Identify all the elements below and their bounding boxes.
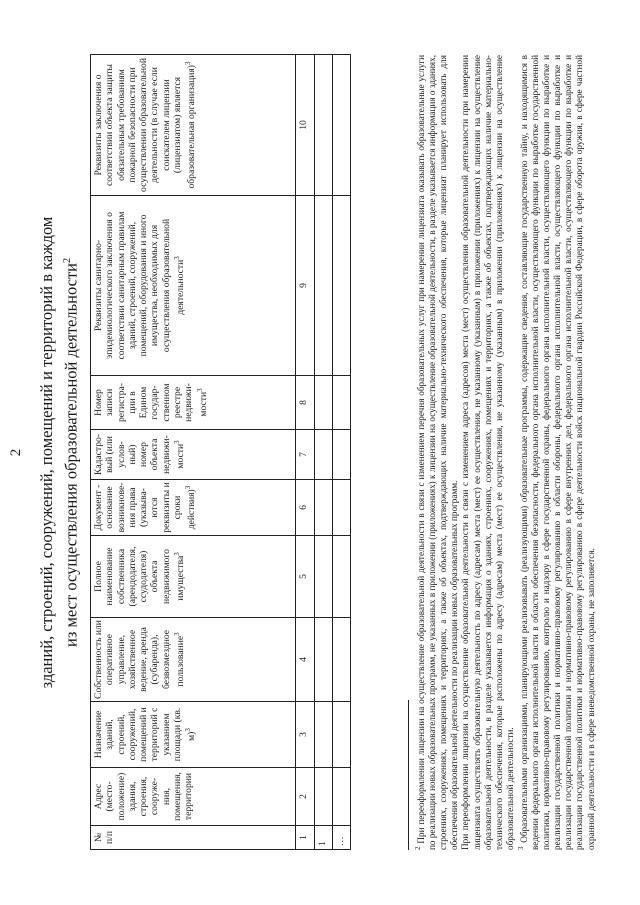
table-cell[interactable]: [315, 196, 333, 376]
table-cell[interactable]: [315, 480, 333, 536]
column-number: 1: [296, 826, 315, 850]
table-cell[interactable]: [333, 430, 351, 480]
column-number: 4: [296, 618, 315, 702]
column-number: 8: [296, 376, 315, 430]
col-header-sanitary-conclusion: Реквизиты санитарно-эпидемиологического заключения о соответствии санитарным правилам зданий, строений, сооружений, помещений, оборудования и иного имущества, необходимых для осуществления образовательной деятельности$^3$: [91, 196, 296, 376]
table-cell[interactable]: [315, 55, 333, 196]
col-header-purpose: Назначение зданий, строений, сооружений, помещений и территорий с указанием площади (кв. м)$^3$: [91, 702, 296, 768]
table-cell[interactable]: [315, 618, 333, 702]
title-line-1: зданий, строений, сооружений, помещений и территорий в каждом: [37, 216, 56, 689]
column-number: 7: [296, 430, 315, 480]
table-cell[interactable]: [333, 480, 351, 536]
section-title: [36, 160, 82, 745]
premises-table: [90, 54, 351, 850]
column-number: 2: [296, 768, 315, 826]
table-cell[interactable]: [333, 196, 351, 376]
table-cell[interactable]: …: [333, 826, 351, 850]
footnote-2: $^2$ При переоформлении лицензии на осуществление образовательной деятельности в связи с изменением перечня образовательных услуг при намерении лицензиата оказывать образовательные услуги по реализации новых образовательных программ, не указанных в приложении (приложениях) к лицензии на осуществление образовательной деятельности, в разделе указывается информация о зданиях, строениях, сооружениях, помещениях и территориях, а также об объектах, подтверждающих наличие материально-технического обеспечения, которые лицензиат планирует использовать для обеспечения образовательной деятельности по реализации новых образовательных программ.: [414, 55, 460, 850]
col-header-ownership: Собственность или оперативное управление, хозяйственное ведение, аренда (субаренда), безвозмездное пользование$^3$: [91, 618, 296, 702]
col-header-num: № п/п: [91, 826, 296, 850]
table-cell[interactable]: [315, 430, 333, 480]
column-number: 5: [296, 536, 315, 618]
table-row: [333, 55, 351, 850]
column-number: 6: [296, 480, 315, 536]
footnotes: [413, 55, 597, 850]
table-header-row: [91, 55, 296, 850]
table-cell[interactable]: [315, 536, 333, 618]
col-header-basis-document: Документ - основание возникнове-ния права (указыва-ются реквизиты и сроки действия)$^3$: [91, 480, 296, 536]
table-cell[interactable]: 1: [315, 826, 333, 850]
title-line-2: из мест осуществления образовательной деятельности: [61, 263, 81, 647]
col-header-fire-safety-conclusion: Реквизиты заключения о соответствии объекта защиты обязательным требованиям пожарной безопасности при осуществлении образовательной деятельности (в случае если соискателем лицензии (лицензиатом) является образовательная организация)$^3$: [91, 55, 296, 196]
col-header-registry-record: Номер записи регистра-ции в Едином государ-ственном реестре недвижи-мости$^3$: [91, 376, 296, 430]
footnote-3: $^3$ Образовательными организациями, планирующими реализовывать (реализующими) образовательные программы, содержащие сведения, составляющие государственную тайну, и находящимися в ведении федерального органа исполнительной власти в области обеспечения безопасности, федерального органа исполнительной власти, осуществляющего функции по выработке государственной политики, нормативно-правовому регулированию, контролю и надзору в сфере государственной охраны, федерального органа исполнительной власти, осуществляющего функции по выработке и реализации государственной политики и нормативно-правовому регулированию в области обороны, федерального органа исполнительной власти, осуществляющего функции по выработке и реализации государственной политики и нормативно-правовому регулированию в сфере внутренних дел, федерального органа исполнительной власти, осуществляющего функции по выработке и реализации государственной политики и нормативно-правовому регулированию в сфере деятельности войск национальной гвардии Российской Федерации, в сфере оборота оружия, в сфере частной охранной деятельности и в сфере вневедомственной охраны, не заполняется.: [516, 55, 596, 850]
table-cell[interactable]: [315, 768, 333, 826]
table-cell[interactable]: [333, 768, 351, 826]
column-number: 10: [296, 55, 315, 196]
footnote-2-continuation: При переоформлении лицензии на осуществление образовательной деятельности в связи с изменением адреса (адресов) места (мест) осуществления образовательной деятельности при намерении лицензиата осуществлять образовательную деятельность по адресу (адресам) места (мест) ее осуществления, не указанному (указанным) в приложении (приложениях) к лицензии на осуществление образовательной деятельности, в разделе указывается информация о зданиях, строениях, сооружениях, помещениях и территориях, а также об объектах, подтверждающих наличие материально-технического обеспечения, которые расположены по адресу (адресам) места (мест) ее осуществления, не указанному (указанным) в приложении (приложениях) к лицензии на осуществление образовательной деятельности.: [460, 55, 515, 850]
column-number-row: [296, 55, 315, 850]
table-cell[interactable]: [315, 376, 333, 430]
col-header-address: Адрес (место-положение) здания, строения, сооруже-ния, помещения, территории: [91, 768, 296, 826]
table-cell[interactable]: [333, 536, 351, 618]
table-cell[interactable]: [333, 55, 351, 196]
page-number: 2: [8, 448, 24, 457]
table-cell[interactable]: [315, 702, 333, 768]
table-row: [315, 55, 333, 850]
table-cell[interactable]: [333, 702, 351, 768]
title-footnote-mark: 2: [62, 258, 73, 264]
column-number: 3: [296, 702, 315, 768]
table-cell[interactable]: [333, 376, 351, 430]
col-header-owner-name: Полное наименование собственника (арендодателя, ссудодателя) объекта недвижимого имущества$^3$: [91, 536, 296, 618]
col-header-cadastral-number: Кадастро-вый (или услов-ный) номер объекта недвижи-мости$^3$: [91, 430, 296, 480]
footnote-separator: [408, 700, 409, 850]
table-cell[interactable]: [333, 618, 351, 702]
column-number: 9: [296, 196, 315, 376]
